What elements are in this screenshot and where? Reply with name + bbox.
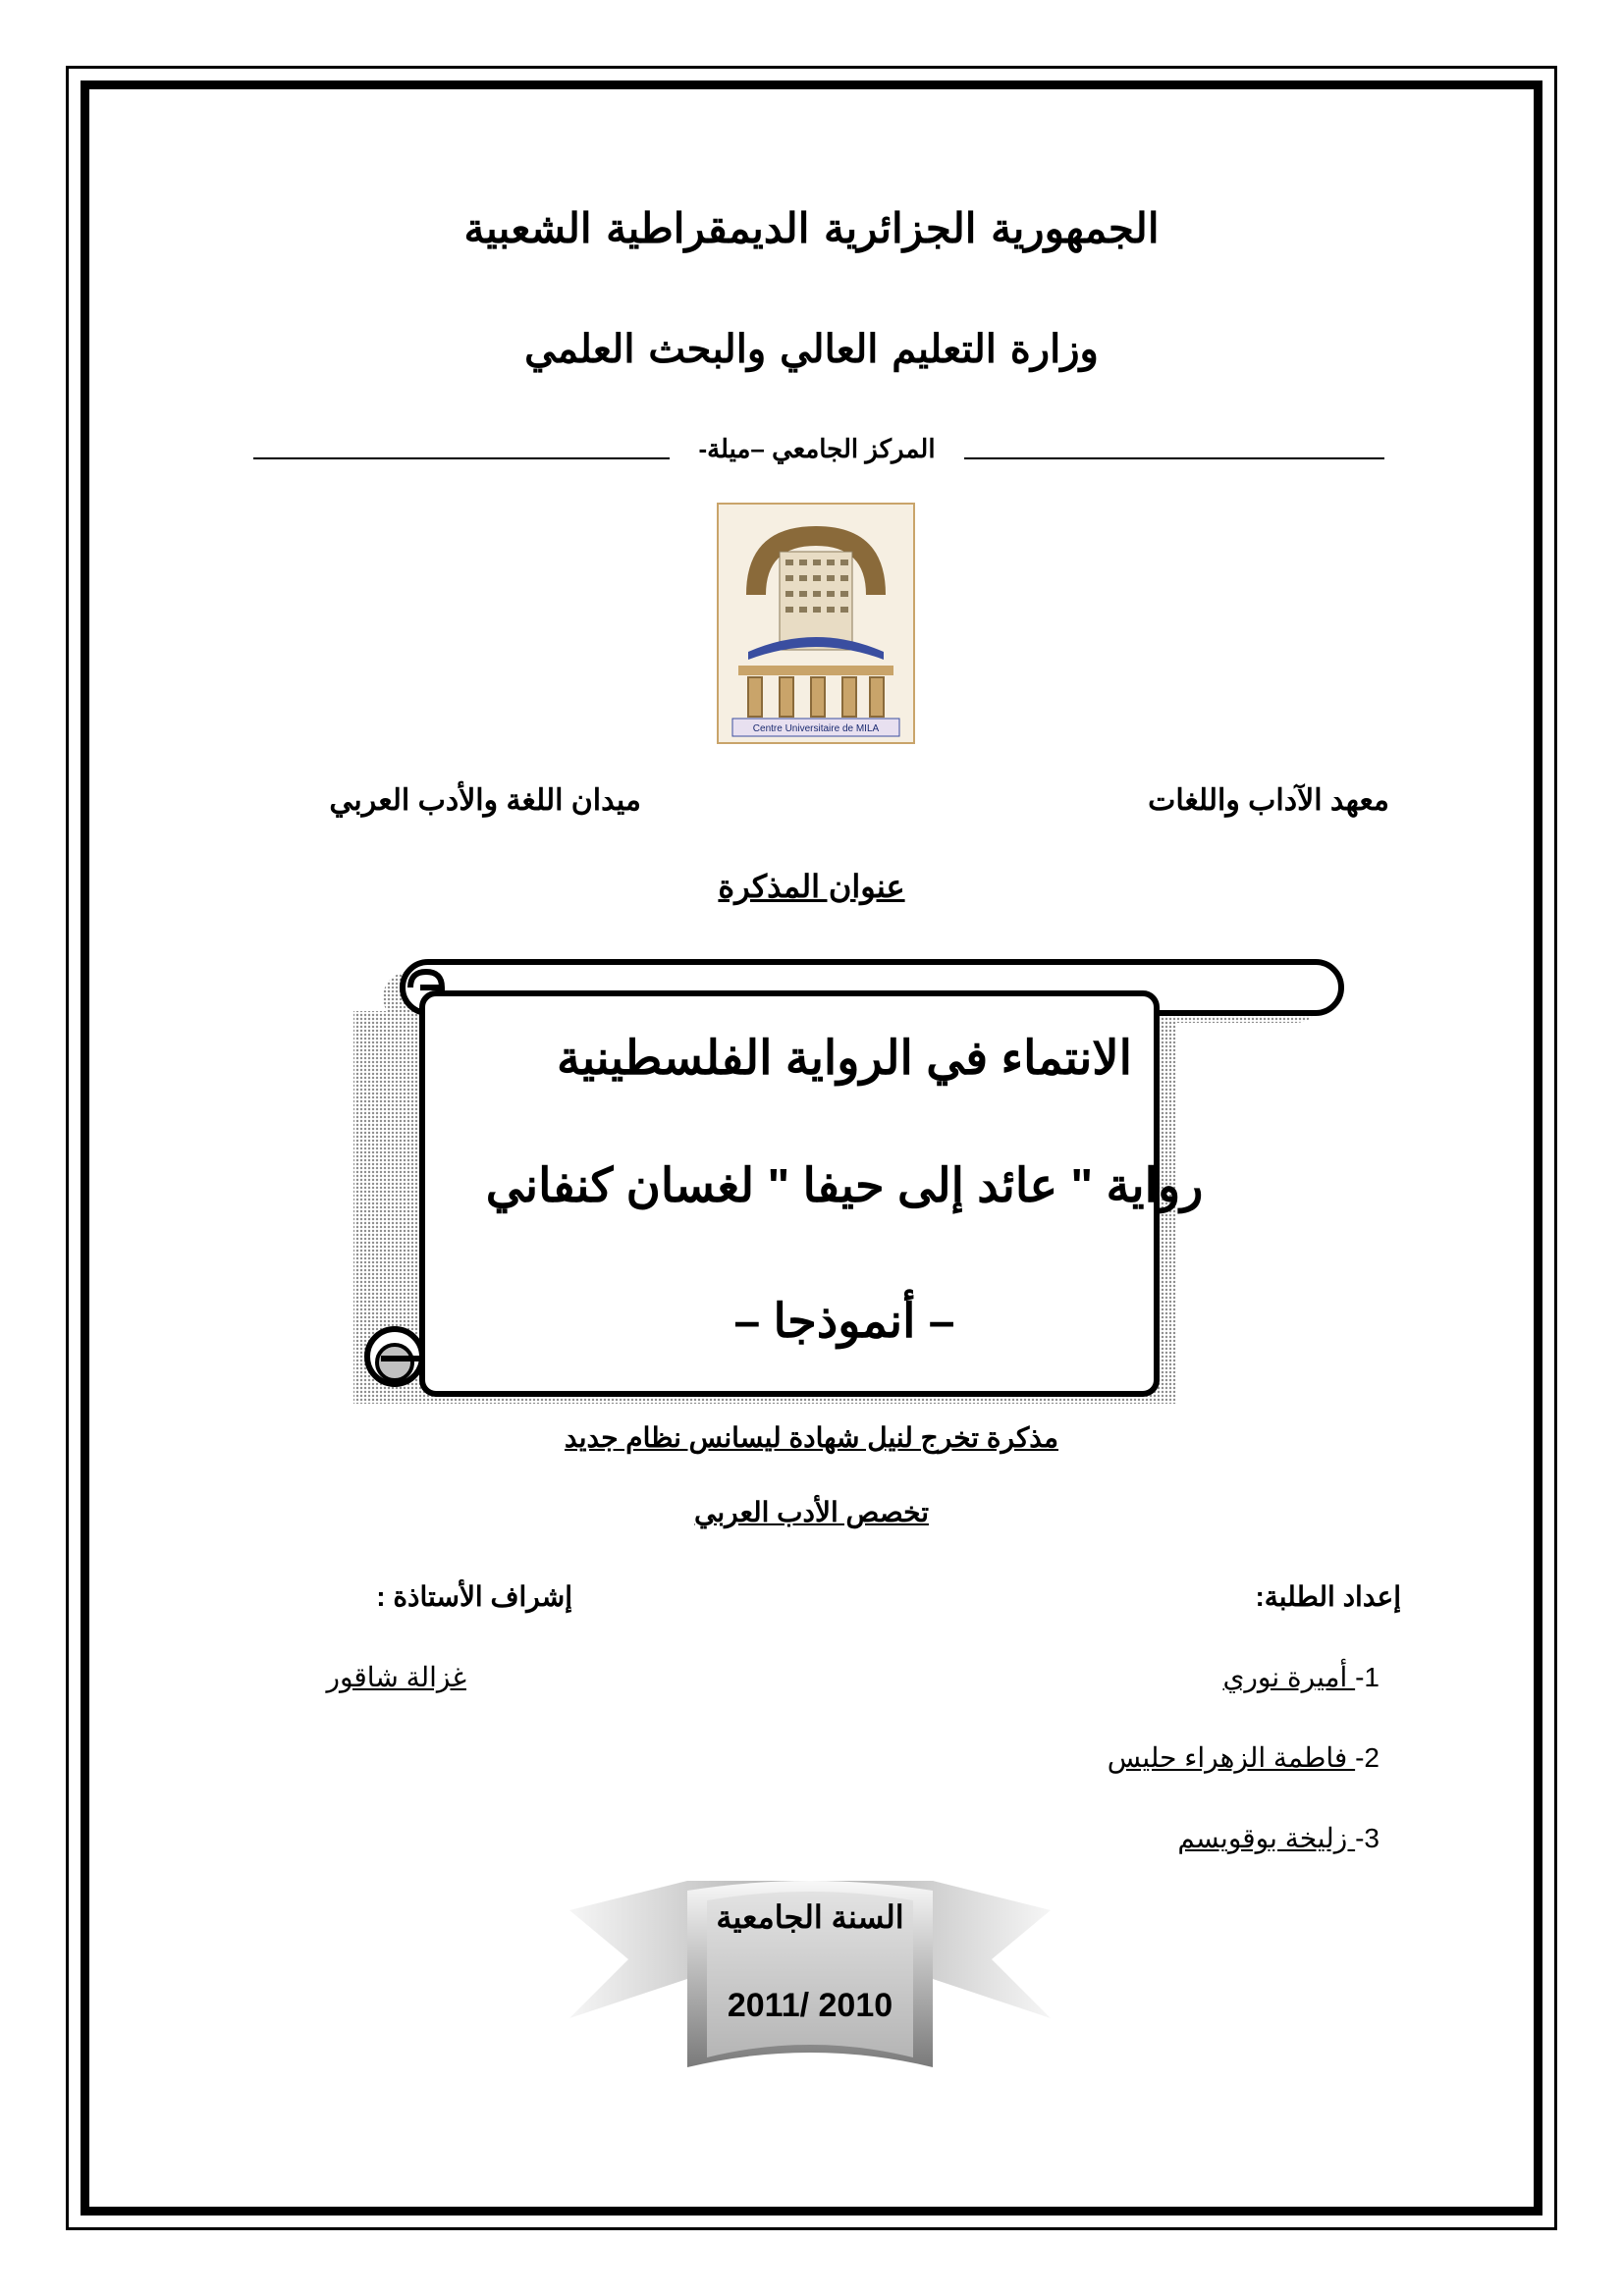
supervisor-label: إشراف الأستاذة :	[376, 1581, 572, 1612]
divider-left	[253, 457, 670, 459]
memo-title-label: عنوان المذكرة	[718, 869, 905, 904]
specialty: تخصص الأدب العربي	[694, 1497, 929, 1527]
supervisor-name: غزالة شاقور	[326, 1662, 466, 1692]
students-label: إعداد الطلبة:	[1255, 1581, 1401, 1612]
field-name: ميدان اللغة والأدب العربي	[329, 784, 641, 817]
university-logo	[717, 503, 915, 744]
divider-right	[964, 457, 1384, 459]
academic-year-value: 2011/ 2010	[727, 1987, 893, 2024]
thesis-title-line3: – أنموذجا –	[733, 1296, 955, 1348]
thesis-title-line2: رواية " عائد إلى حيفا " لغسان كنفاني	[485, 1160, 1204, 1212]
student-number: 2-	[1355, 1742, 1380, 1773]
student-name: أميرة نوري	[1222, 1662, 1356, 1692]
ministry-heading: وزارة التعليم العالي والبحث العلمي	[524, 326, 1099, 372]
academic-year-label: السنة الجامعية	[716, 1899, 904, 1935]
student-name: زليخة بوقويسم	[1177, 1823, 1356, 1853]
university-center-name: المركز الجامعي –ميلة-	[698, 434, 936, 463]
student-1	[1222, 1661, 1380, 1693]
republic-heading: الجمهورية الجزائرية الديمقراطية الشعبية	[463, 204, 1160, 252]
student-2	[1108, 1741, 1380, 1774]
degree-statement: مذكرة تخرج لنيل شهادة ليسانس نظام جديد	[565, 1422, 1058, 1453]
student-number: 3-	[1355, 1823, 1380, 1853]
institute-name: معهد الآداب واللغات	[1148, 784, 1389, 817]
student-3	[1177, 1822, 1380, 1854]
thesis-title-line1: الانتماء في الرواية الفلسطينية	[556, 1033, 1133, 1085]
student-number: 1-	[1355, 1662, 1380, 1692]
logo-caption: Centre Universitaire de MILA	[752, 723, 880, 734]
student-name: فاطمة الزهراء حليس	[1107, 1742, 1356, 1773]
university-center-line	[253, 434, 1384, 463]
